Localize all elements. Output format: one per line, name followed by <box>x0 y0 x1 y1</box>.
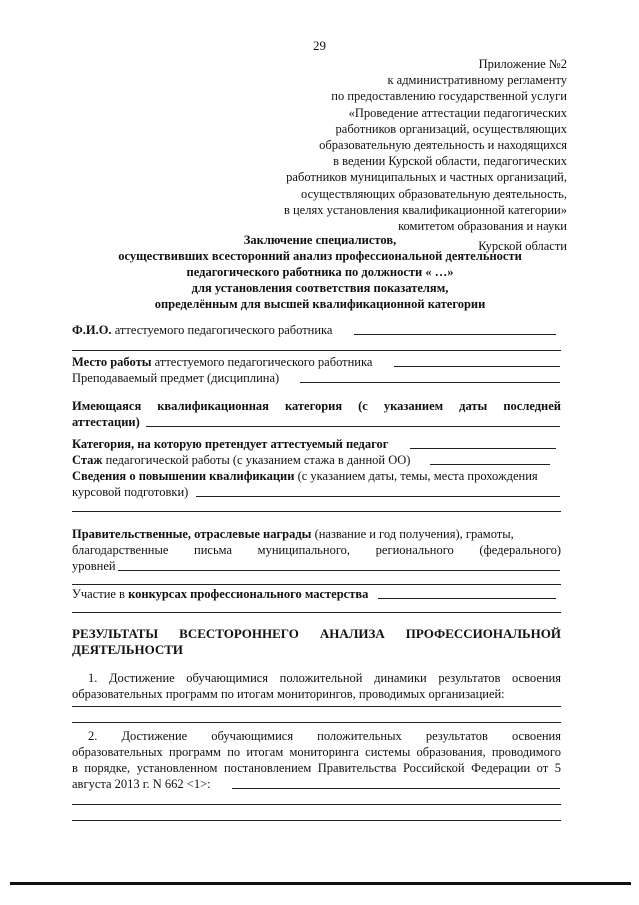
contest-field-line-2[interactable] <box>72 612 561 613</box>
title-line: Заключение специалистов, <box>243 233 397 247</box>
appendix-line: образовательную деятельность и находящихся <box>319 138 567 153</box>
subject-label: Преподаваемый предмет (дисциплина) <box>72 371 280 385</box>
experience-label: Стаж педагогической работы (с указанием стажа в данной ОО) <box>72 453 411 467</box>
title-line: осуществивших всесторонний анализ профессиональной деятельности <box>118 249 522 263</box>
fio-field[interactable] <box>354 334 556 335</box>
result-item-2-field-3[interactable] <box>72 820 561 821</box>
result-item-2-line-3: в порядке, установленном постановлением Правительства Российской Федерации от 5 <box>72 761 561 775</box>
result-item-1: 1. Достижение обучающимися положительной динамики результатов освоения <box>88 671 561 685</box>
appendix-line: «Проведение аттестации педагогических <box>348 105 567 120</box>
title-line: определённым для высшей квалификационной категории <box>154 297 486 311</box>
work-label: Место работы аттестуемого педагогического работника <box>72 355 373 369</box>
current-category-label-2: аттестации) <box>72 415 140 429</box>
result-item-2: 2. Достижение обучающимися положительных результатов освоения <box>88 729 561 743</box>
work-field[interactable] <box>394 366 560 367</box>
awards-label-3: уровней <box>72 559 116 573</box>
appendix-line: комитетом образования и науки <box>398 219 567 234</box>
current-category-label: Имеющаяся квалификационная категория (с указанием даты последней <box>72 399 561 413</box>
result-item-2-line-2: образовательных программ по итогам мониторинга системы образования, проводимого <box>72 745 561 759</box>
experience-field[interactable] <box>430 464 550 465</box>
fio-field-line-2[interactable] <box>72 350 561 351</box>
training-field-line-2[interactable] <box>72 511 561 512</box>
appendix-line: к административному регламенту <box>387 73 567 88</box>
contest-field[interactable] <box>378 598 556 599</box>
awards-field-line-2[interactable] <box>72 584 561 585</box>
page-bottom-rule <box>10 882 631 885</box>
appendix-line: в ведении Курской области, педагогических <box>333 154 567 169</box>
result-item-1-field[interactable] <box>72 706 561 707</box>
contest-label: Участие в конкурсах профессионального мастерства <box>72 587 369 601</box>
appendix-line: работников муниципальных и частных организаций, <box>286 170 567 185</box>
result-item-1-line-2: образовательных программ по итогам мониторингов, проводимых организацией: <box>72 687 505 701</box>
training-label-2: курсовой подготовки) <box>72 485 189 499</box>
result-item-2-line-4: августа 2013 г. N 662 <1>: <box>72 777 211 791</box>
appendix-line: в целях установления квалификационной категории» <box>283 202 567 217</box>
subject-field[interactable] <box>300 382 560 383</box>
appendix-line: по предоставлению государственной услуги <box>331 89 567 104</box>
appendix-line: работников организаций, осуществляющих <box>335 121 567 136</box>
training-field[interactable] <box>196 496 560 497</box>
target-category-field[interactable] <box>410 448 556 449</box>
result-item-2-field[interactable] <box>232 788 560 789</box>
appendix-line: осуществляющих образовательную деятельность, <box>301 186 567 201</box>
appendix-line: Курской области <box>478 239 567 254</box>
appendix-line: Приложение №2 <box>478 57 567 71</box>
results-heading: РЕЗУЛЬТАТЫ ВСЕСТОРОННЕГО АНАЛИЗА ПРОФЕССИОНАЛЬНОЙ ДЕЯТЕЛЬНОСТИ <box>72 626 561 657</box>
target-category-label: Категория, на которую претендует аттестуемый педагог <box>72 437 389 451</box>
result-item-1-field-2[interactable] <box>72 722 561 723</box>
page-number: 29 <box>313 38 326 53</box>
awards-label: Правительственные, отраслевые награды (название и год получения), грамоты, <box>72 527 514 541</box>
awards-label-2: благодарственные письма муниципального, регионального (федерального) <box>72 543 561 557</box>
title-line: педагогического работника по должности « …» <box>186 265 454 279</box>
current-category-field[interactable] <box>146 426 560 427</box>
fio-label: Ф.И.О. аттестуемого педагогического работника <box>72 323 333 337</box>
appendix-header <box>284 56 567 254</box>
document-title <box>60 232 580 312</box>
training-label: Сведения о повышении квалификации (с указанием даты, темы, места прохождения <box>72 469 538 483</box>
title-line: для установления соответствия показателям, <box>191 281 449 295</box>
result-item-2-field-2[interactable] <box>72 804 561 805</box>
awards-field[interactable] <box>118 570 560 571</box>
